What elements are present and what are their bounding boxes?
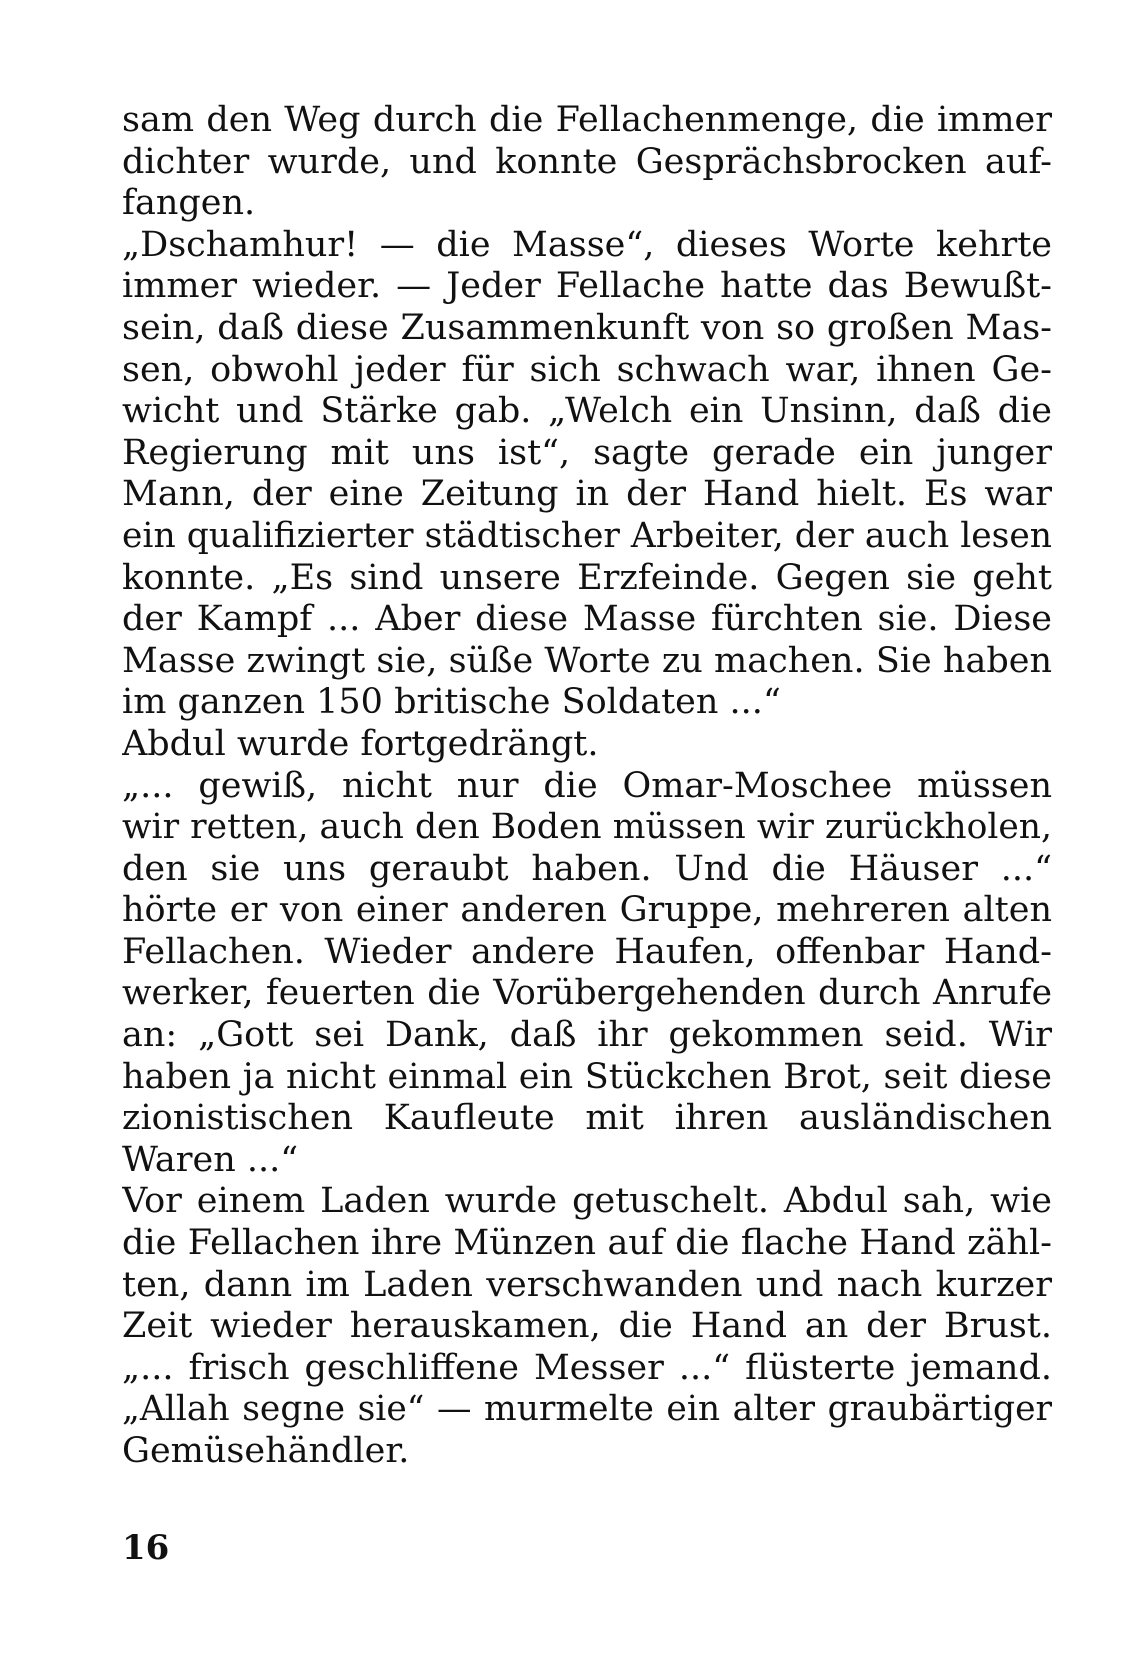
text-line: Gemüsehändler. (122, 1431, 410, 1471)
text-line: an: „Gott sei Dank, daß ihr gekommen seid. Wir (122, 1015, 1052, 1056)
text-line: „... frisch geschliffene Messer ...“ flüsterte jemand. (122, 1347, 1052, 1388)
text-line: Masse zwingt sie, süße Worte zu machen. Sie haben (122, 640, 1052, 681)
text-line: hörte er von einer anderen Gruppe, mehreren alten (122, 890, 1052, 931)
text-line: konnte. „Es sind unsere Erzfeinde. Gegen sie geht (122, 557, 1052, 598)
text-line: dichter wurde, und konnte Gesprächsbrocken auf- (122, 141, 1052, 182)
text-line: sein, daß diese Zusammenkunft von so großen Mas- (122, 307, 1052, 348)
text-line: Vor einem Laden wurde getuschelt. Abdul sah, wie (122, 1181, 1052, 1222)
text-line: ten, dann im Laden verschwanden und nach kurzer (122, 1264, 1052, 1305)
text-line: Waren ...“ (122, 1139, 299, 1180)
text-line: Mann, der eine Zeitung in der Hand hielt. Es war (122, 474, 1052, 515)
text-line: werker, feuerten die Vorübergehenden durch Anrufe (122, 973, 1052, 1014)
text-line: wicht und Stärke gab. „Welch ein Unsinn, daß die (122, 391, 1052, 432)
text-line: fangen. (122, 183, 256, 224)
text-line: im ganzen 150 britische Soldaten ...“ (122, 682, 781, 723)
text-line: der Kampf ... Aber diese Masse fürchten sie. Diese (122, 599, 1052, 640)
body-text (122, 100, 1052, 1473)
text-line: ein qualifizierter städtischer Arbeiter, der auch lesen (122, 515, 1052, 556)
text-line: Zeit wieder herauskamen, die Hand an der Brust. (122, 1306, 1052, 1347)
text-line: sen, obwohl jeder für sich schwach war, ihnen Ge- (122, 349, 1052, 390)
text-line: zionistischen Kaufleute mit ihren ausländischen (122, 1098, 1052, 1139)
text-line: sam den Weg durch die Fellachenmenge, die immer (122, 100, 1052, 140)
text-line: Fellachen. Wieder andere Haufen, offenbar Hand- (122, 931, 1052, 972)
text-line: den sie uns geraubt haben. Und die Häuser ...“ (122, 848, 1052, 889)
text-line: „Dschamhur! — die Masse“, dieses Worte kehrte (122, 224, 1052, 265)
text-line: die Fellachen ihre Münzen auf die flache Hand zähl- (122, 1223, 1052, 1264)
page-number: 16 (122, 1528, 170, 1568)
text-line: „... gewiß, nicht nur die Omar-Moschee müssen (122, 765, 1052, 806)
text-line: wir retten, auch den Boden müssen wir zurückholen, (122, 807, 1052, 848)
text-line: immer wieder. — Jeder Fellache hatte das Bewußt- (122, 266, 1052, 307)
text-line: „Allah segne sie“ — murmelte ein alter graubärtiger (122, 1389, 1052, 1430)
text-line: Regierung mit uns ist“, sagte gerade ein junger (122, 432, 1052, 473)
text-line: Abdul wurde fortgedrängt. (122, 723, 599, 764)
text-line: haben ja nicht einmal ein Stückchen Brot, seit diese (122, 1056, 1052, 1097)
